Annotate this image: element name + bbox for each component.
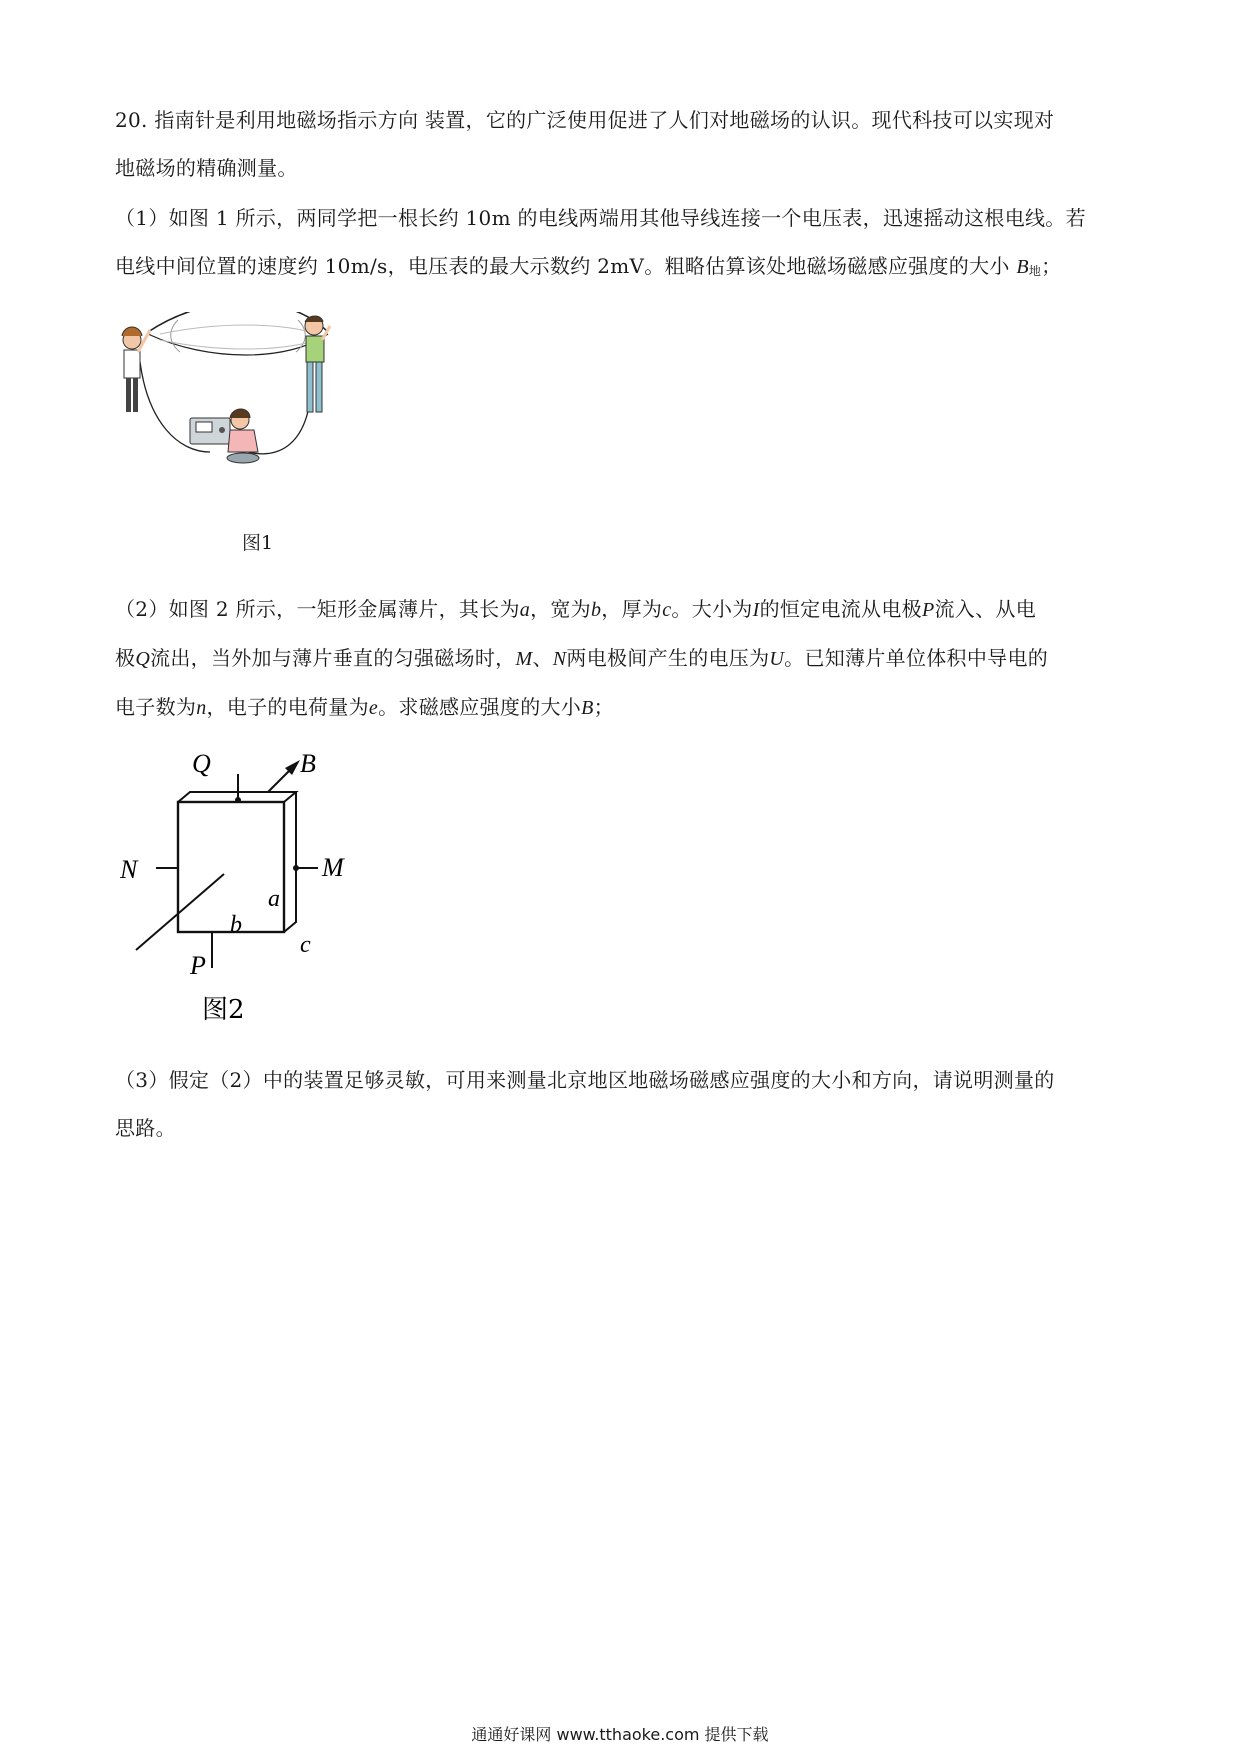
symbol-B: B <box>1016 256 1029 278</box>
label-N: N <box>120 855 138 884</box>
part3-line-1: （3）假定（2）中的装置足够灵敏，可用来测量北京地区地磁场磁感应强度的大小和方向，请说明测量的 <box>115 1068 1055 1092</box>
part2-line-2 <box>115 634 1135 683</box>
subscript-di: 地 <box>1028 264 1042 278</box>
part2-text: 流出，当外加与薄片垂直的匀强磁场时， <box>150 646 516 670</box>
figure-1-caption: 图1 <box>242 532 274 554</box>
part2-text: 极 <box>115 646 136 670</box>
part2-text: 流入、从电 <box>934 597 1036 621</box>
label-B: B <box>300 749 316 778</box>
var-I: I <box>752 599 760 621</box>
question-part-2 <box>115 585 1135 732</box>
part3-line-2: 思路。 <box>115 1116 176 1140</box>
part2-text: 。已知薄片单位体积中导电的 <box>784 646 1049 670</box>
var-a: a <box>519 599 531 621</box>
var-b: b <box>590 599 602 621</box>
figure-2-diagram <box>120 742 380 1022</box>
var-Q: Q <box>135 648 151 670</box>
var-N: N <box>552 648 567 670</box>
var-U: U <box>769 648 785 670</box>
part1-end: ； <box>1041 254 1062 278</box>
label-b: b <box>230 912 242 938</box>
part2-text: 。大小为 <box>671 597 753 621</box>
intro-line-2: 地磁场的精确测量。 <box>115 156 298 180</box>
part2-line-1 <box>115 585 1135 634</box>
label-a: a <box>268 886 280 912</box>
var-M: M <box>515 648 533 670</box>
part2-text: 。求磁感应强度的大小 <box>378 695 582 719</box>
intro-line-1: 20. 指南针是利用地磁场指示方向 装置，它的广泛使用促进了人们对地磁场的认识。现代科技可以实现对 <box>115 108 1055 132</box>
part2-line-3 <box>115 683 1135 732</box>
var-B: B <box>581 697 594 719</box>
part2-text: 的恒定电流从电极 <box>759 597 922 621</box>
var-e: e <box>368 697 379 719</box>
part2-text: ，电子的电荷量为 <box>206 695 369 719</box>
part2-text: 、 <box>532 646 553 670</box>
part2-text: 两电极间产生的电压为 <box>566 646 770 670</box>
var-n: n <box>196 697 207 719</box>
label-M: M <box>322 853 344 882</box>
question-intro <box>115 96 1135 192</box>
figure-1-illustration <box>118 312 378 512</box>
var-c: c <box>662 599 672 621</box>
part1-line-2 <box>115 242 1135 295</box>
part1-line-2-text: 电线中间位置的速度约 10m/s，电压表的最大示数约 2mV。粗略估算该处地磁场磁感应强度的大小 <box>115 254 1017 278</box>
part2-text: 电子数为 <box>115 695 197 719</box>
part2-text: ； <box>593 695 614 719</box>
label-c: c <box>300 932 311 958</box>
footer-text: 通通好课网 www.tthaoke.com 提供下载 <box>471 1725 769 1744</box>
label-Q: Q <box>192 749 211 778</box>
figure-2-caption: 图2 <box>202 995 245 1022</box>
part1-line-1: （1）如图 1 所示，两同学把一根长约 10m 的电线两端用其他导线连接一个电压表，迅速摇动这根电线。若 <box>115 206 1086 230</box>
var-P: P <box>921 599 935 621</box>
part2-text: （2）如图 2 所示，一矩形金属薄片，其长为 <box>115 597 520 621</box>
part2-text: ，宽为 <box>530 597 591 621</box>
question-part-3 <box>115 1056 1135 1152</box>
label-P: P <box>190 951 206 980</box>
question-part-1 <box>115 194 1135 295</box>
part2-text: ，厚为 <box>601 597 663 621</box>
